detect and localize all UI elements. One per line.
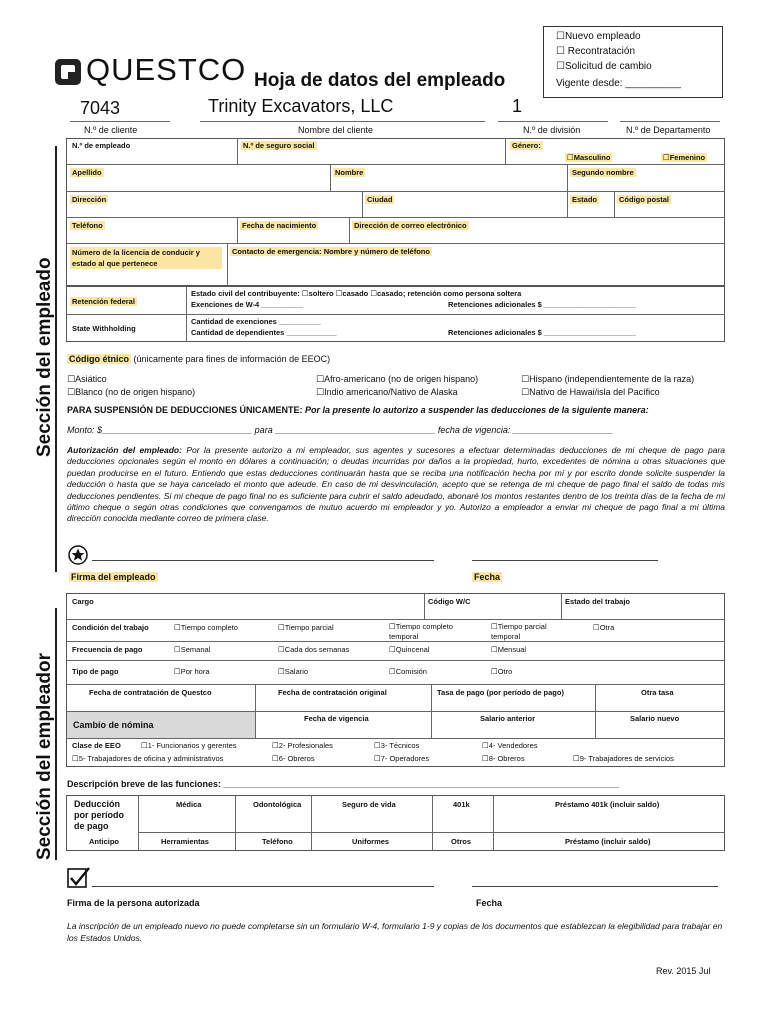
- ethnic-code-heading: [67, 354, 330, 364]
- female-checkbox[interactable]: ☐Femenino: [663, 153, 706, 162]
- authorization-title: Autorización del empleado:: [67, 445, 182, 455]
- work-state-field[interactable]: Estado del trabajo: [565, 597, 631, 606]
- part-time-checkbox[interactable]: ☐Tiempo parcial: [278, 623, 334, 632]
- ded-other[interactable]: Otros: [451, 837, 472, 846]
- first-name-field[interactable]: Nombre: [335, 168, 364, 177]
- federal-additional-field[interactable]: Retenciones adicionales $ ______________________: [448, 300, 636, 309]
- eeo-7[interactable]: ☐7- Operadores: [374, 754, 430, 763]
- deduction-label: Deducción por período de pago: [74, 799, 124, 831]
- employer-section-label: Sección del empleador: [34, 653, 55, 860]
- biweekly-checkbox[interactable]: ☐Cada dos semanas: [278, 645, 350, 654]
- authorization-text: [67, 445, 725, 525]
- ded-uniforms[interactable]: Uniformes: [352, 837, 390, 846]
- authorized-date-label: Fecha: [476, 898, 503, 908]
- previous-salary-field[interactable]: Salario anterior: [480, 714, 536, 723]
- state-additional-field[interactable]: Retenciones adicionales $ ______________________: [448, 328, 636, 337]
- footer-note: La inscripción de un empleado nuevo no puede completarse sin un formulario W-4, formulario 1-9 y copias de los documentos que establezcan la elegibilidad para trabajar en los Estados Unidos.: [67, 921, 723, 943]
- email-field[interactable]: Dirección de correo electrónico: [354, 221, 467, 230]
- ded-401k[interactable]: 401k: [453, 800, 470, 809]
- position-field[interactable]: Cargo: [72, 597, 94, 606]
- semimonthly-checkbox[interactable]: ☐Quincenal: [389, 645, 430, 654]
- dependents-field[interactable]: Cantidad de dependientes ____________: [191, 328, 337, 337]
- eeo-4[interactable]: ☐4- Vendedores: [482, 741, 538, 750]
- payroll-change-label: Cambio de nómina: [73, 720, 154, 730]
- temp-full-time-checkbox[interactable]: ☐Tiempo completo temporal: [389, 622, 453, 641]
- pay-frequency-label: Frecuencia de pago: [72, 645, 143, 654]
- rehire-checkbox[interactable]: ☐ Recontratación: [556, 46, 636, 57]
- other-rate-field[interactable]: Otra tasa: [641, 688, 674, 697]
- license-field[interactable]: Número de la licencia de conducir y estado al que pertenece: [70, 247, 222, 269]
- ded-medical[interactable]: Médica: [176, 800, 202, 809]
- ded-phone[interactable]: Teléfono: [262, 837, 293, 846]
- eeo-9[interactable]: ☐9- Trabajadores de servicios: [573, 754, 674, 763]
- employee-section-label: Sección del empleado: [34, 257, 55, 457]
- address-field[interactable]: Dirección: [72, 195, 107, 204]
- logo-text: QUESTCO: [86, 52, 247, 87]
- authorized-signature-line[interactable]: [92, 886, 434, 887]
- zip-field[interactable]: Código postal: [619, 195, 669, 204]
- effective-date-field-2[interactable]: Fecha de vigencia: [304, 714, 369, 723]
- label-client-number: N.º de cliente: [84, 125, 138, 135]
- monthly-checkbox[interactable]: ☐Mensual: [491, 645, 527, 654]
- gender-label: Género:: [512, 141, 541, 150]
- ethnic-pacific-islander[interactable]: ☐Nativo de Hawai/isla del Pacífico: [521, 387, 660, 397]
- middle-name-field[interactable]: Segundo nombre: [572, 168, 634, 177]
- ded-life-insurance[interactable]: Seguro de vida: [342, 800, 396, 809]
- authorized-signature-label: Firma de la persona autorizada: [67, 898, 200, 908]
- client-number[interactable]: 7043: [80, 98, 121, 118]
- ethnic-hispanic[interactable]: ☐Hispano (independientemente de la raza): [521, 374, 695, 384]
- pay-rate-field[interactable]: Tasa de pago (por período de pago): [437, 688, 564, 697]
- ethnic-code-label: Código étnico: [69, 354, 129, 364]
- ethnic-african-american[interactable]: ☐Afro-americano (no de origen hispano): [316, 374, 479, 384]
- weekly-checkbox[interactable]: ☐Semanal: [174, 645, 211, 654]
- logo-icon: [54, 58, 82, 86]
- pay-type-label: Tipo de pago: [72, 667, 119, 676]
- suspension-heading: [67, 405, 649, 415]
- employee-signature-line[interactable]: [92, 560, 434, 561]
- ethnic-white[interactable]: ☐Blanco (no de origen hispano): [67, 387, 196, 397]
- other-condition-checkbox[interactable]: ☐Otra: [593, 623, 615, 632]
- ded-tools[interactable]: Herramientas: [161, 837, 209, 846]
- new-salary-field[interactable]: Salario nuevo: [630, 714, 680, 723]
- label-division: N.º de división: [523, 125, 581, 135]
- label-department: N.º de Departamento: [626, 125, 711, 135]
- new-employee-checkbox[interactable]: ☐Nuevo empleado: [556, 31, 641, 42]
- filing-status-options[interactable]: Estado civil del contribuyente: ☐soltero ☐casado ☐casado; retención como persona soltera: [191, 289, 522, 298]
- form-title: Hoja de datos del empleado: [254, 70, 506, 91]
- city-field[interactable]: Ciudad: [367, 195, 393, 204]
- full-time-checkbox[interactable]: ☐Tiempo completo: [174, 623, 238, 632]
- eeo-class-label: Clase de EEO: [72, 741, 121, 750]
- other-pay-checkbox[interactable]: ☐Otro: [491, 667, 513, 676]
- eeo-8[interactable]: ☐8- Obreros: [482, 754, 525, 763]
- employee-date-line[interactable]: [472, 560, 658, 561]
- suspension-bold: PARA SUSPENSIÓN DE DEDUCCIONES ÚNICAMENTE:: [67, 405, 303, 415]
- hourly-checkbox[interactable]: ☐Por hora: [174, 667, 210, 676]
- hire-date-original[interactable]: Fecha de contratación original: [278, 688, 387, 697]
- temp-part-time-checkbox[interactable]: ☐Tiempo parcial temporal: [491, 622, 547, 641]
- commission-checkbox[interactable]: ☐Comisión: [389, 667, 427, 676]
- dob-field[interactable]: Fecha de nacimiento: [242, 221, 317, 230]
- work-condition-label: Condición del trabajo: [72, 623, 149, 632]
- male-checkbox[interactable]: ☐Masculino: [567, 153, 611, 162]
- revision-label: Rev. 2015 Jul: [656, 966, 711, 976]
- effective-date-field[interactable]: Vigente desde: __________: [556, 78, 681, 89]
- eeo-5[interactable]: ☐5- Trabajadores de oficina y administrativos: [72, 754, 224, 763]
- ethnic-code-note: (únicamente para fines de información de EEOC): [133, 354, 331, 364]
- amount-line[interactable]: Monto: $______________________________ para ________________________________ fecha de vigencia: ____________________: [67, 425, 614, 435]
- ethnic-asian[interactable]: ☐Asiático: [67, 374, 107, 384]
- employee-signature-label: Firma del empleado: [71, 572, 156, 582]
- state-field[interactable]: Estado: [572, 195, 598, 204]
- suspension-italic: Por la presente lo autorizo a suspender las deducciones de la siguiente manera:: [305, 405, 649, 415]
- salary-checkbox[interactable]: ☐Salario: [278, 667, 309, 676]
- ded-dental[interactable]: Odontológica: [253, 800, 302, 809]
- authorized-date-line[interactable]: [472, 886, 718, 887]
- federal-withholding-label: Retención federal: [72, 297, 135, 306]
- checkmark-icon: [67, 866, 91, 890]
- eeo-3[interactable]: ☐3- Técnicos: [374, 741, 420, 750]
- change-request-checkbox[interactable]: ☐Solicitud de cambio: [556, 61, 652, 72]
- emergency-contact-field[interactable]: Contacto de emergencia: Nombre y número de teléfono: [232, 247, 430, 256]
- label-client-name: Nombre del cliente: [298, 125, 374, 135]
- eeo-6[interactable]: ☐6- Obreros: [272, 754, 315, 763]
- job-description-field[interactable]: Descripción breve de las funciones: _______________________________________________________________________________: [67, 779, 619, 789]
- ded-loan[interactable]: Préstamo (incluir saldo): [565, 837, 651, 846]
- ethnic-native-american[interactable]: ☐Indio americano/Nativo de Alaska: [316, 387, 458, 397]
- employee-date-label: Fecha: [474, 572, 501, 582]
- employee-number-field[interactable]: N.º de empleado: [72, 141, 131, 150]
- wc-code-field[interactable]: Código W/C: [428, 597, 471, 606]
- ded-401k-loan[interactable]: Préstamo 401k (incluir saldo): [555, 800, 660, 809]
- client-name[interactable]: Trinity Excavators, LLC: [208, 96, 394, 116]
- last-name-field[interactable]: Apellido: [72, 168, 102, 177]
- hire-date-questco[interactable]: Fecha de contratación de Questco: [89, 688, 212, 697]
- state-exemptions-field[interactable]: Cantidad de exenciones __________: [191, 317, 321, 326]
- phone-field[interactable]: Teléfono: [72, 221, 103, 230]
- ssn-field[interactable]: N.º de seguro social: [243, 141, 315, 150]
- w4-exemptions-field[interactable]: Exenciones de W-4 __________: [191, 300, 303, 309]
- division-number[interactable]: 1: [512, 96, 523, 116]
- star-icon: [68, 545, 88, 565]
- eeo-1[interactable]: ☐1- Funcionarios y gerentes: [141, 741, 237, 750]
- eeo-2[interactable]: ☐2- Profesionales: [272, 741, 333, 750]
- state-withholding-label: State Withholding: [72, 324, 136, 333]
- ded-advance[interactable]: Anticipo: [89, 837, 119, 846]
- authorization-body: Por la presente autorizo a mi empleador, sus agentes y sucesores a efectuar determinadas deducciones de mi cheque de pago para deducciones opcionales según el monto en dólares a continuación; o deudas incurridas por daños a la propiedad, hurto, excedentes de nómina u otras situaciones que puedan producirse en el futuro. Entiendo que estas deducciones continuarán hasta que se reciba una notificación hecha por mí y por escrito donde solicite suspender la deducción o hasta que se haya cancelado el monto que adeude. En caso de mi desvinculación, acepto que se retenga de mi cheque de pago final el saldo de todas mis deducciones pendientes. Si mi cheque de pago final no es suficiente para cubrir el saldo adeudado, abonaré los montos restantes dentro de los treinta días de la fecha de mi último cheque o según otras condiciones que convengamos de mutuo acuerdo mi empleador y yo. Autorizo a empleador a enviar mi cheque de pago final a mi última dirección conocida mediante correo de primera clase.: [67, 445, 725, 524]
